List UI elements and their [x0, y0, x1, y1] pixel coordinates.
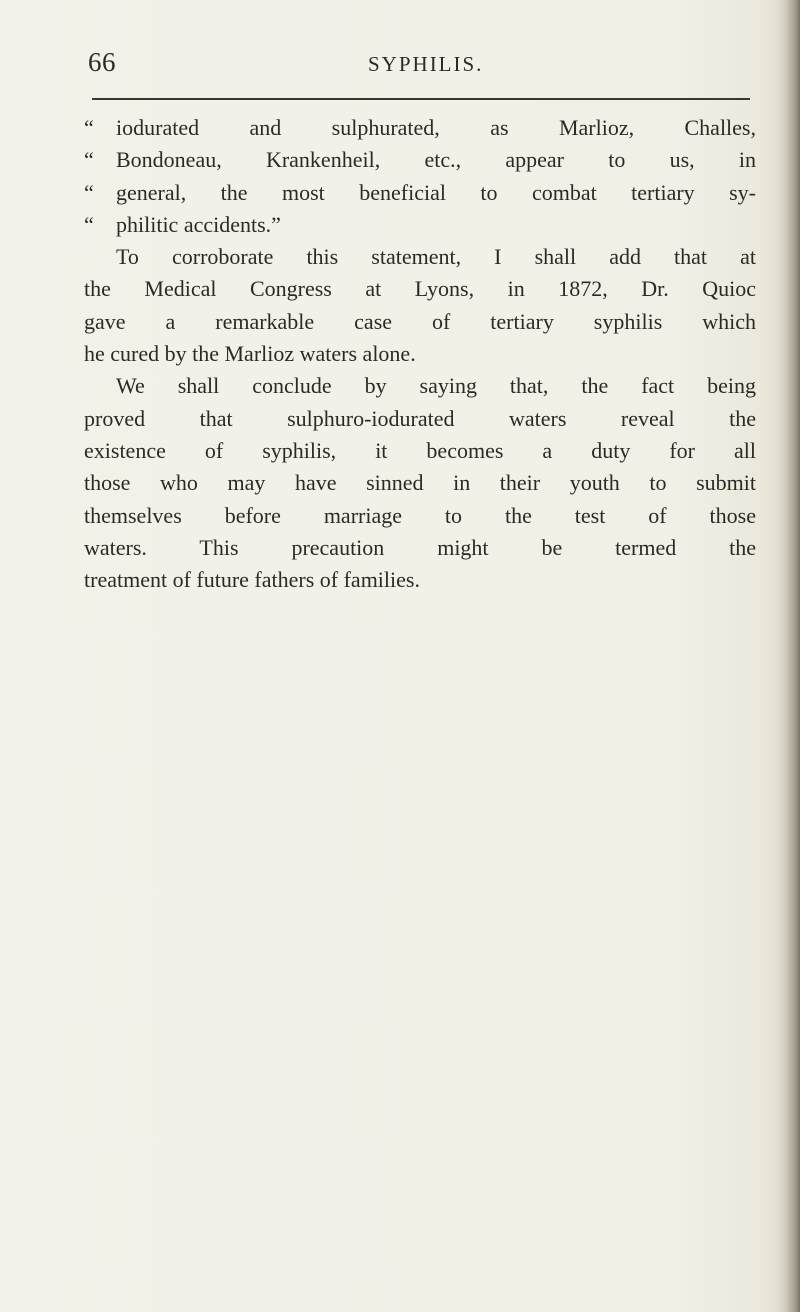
- quote-mark: “: [84, 179, 94, 205]
- text-line: [84, 112, 756, 144]
- header-rule: [92, 98, 750, 100]
- line-text: general, the most beneficial to combat tertiary sy-: [116, 179, 756, 205]
- text-line: waters. This precaution might be termed the: [84, 534, 756, 560]
- page-edge-shadow: [776, 0, 800, 1312]
- text-line: proved that sulphuro-iodurated waters reveal the: [84, 405, 756, 431]
- quote-mark: “: [84, 115, 94, 140]
- quote-mark: “: [84, 211, 94, 237]
- text-line: [84, 209, 756, 241]
- line-text: Bondoneau, Krankenheil, etc., appear to us, in: [116, 147, 756, 173]
- line-text: iodurated and sulphurated, as Marlioz, Challes,: [116, 115, 756, 140]
- text-line: he cured by the Marlioz waters alone.: [84, 341, 416, 367]
- page-number: 66: [88, 47, 116, 77]
- page-header: [0, 44, 800, 80]
- body-text: [84, 112, 756, 596]
- line-text: philitic accidents.”: [116, 211, 281, 237]
- text-line: [84, 177, 756, 209]
- text-line: the Medical Congress at Lyons, in 1872, Dr. Quioc: [84, 276, 756, 302]
- running-head: SYPHILIS.: [368, 52, 484, 76]
- quote-mark: “: [84, 147, 94, 173]
- paragraph-start-line: We shall conclude by saying that, the fact being: [116, 373, 756, 399]
- text-line: [84, 144, 756, 176]
- text-line: those who may have sinned in their youth to submit: [84, 470, 756, 496]
- paragraph-start-line: To corroborate this statement, I shall add that at: [116, 244, 756, 270]
- text-line: themselves before marriage to the test of those: [84, 502, 756, 528]
- text-line: existence of syphilis, it becomes a duty for all: [84, 437, 756, 463]
- text-line: gave a remarkable case of tertiary syphilis which: [84, 308, 756, 334]
- text-line: treatment of future fathers of families.: [84, 567, 420, 593]
